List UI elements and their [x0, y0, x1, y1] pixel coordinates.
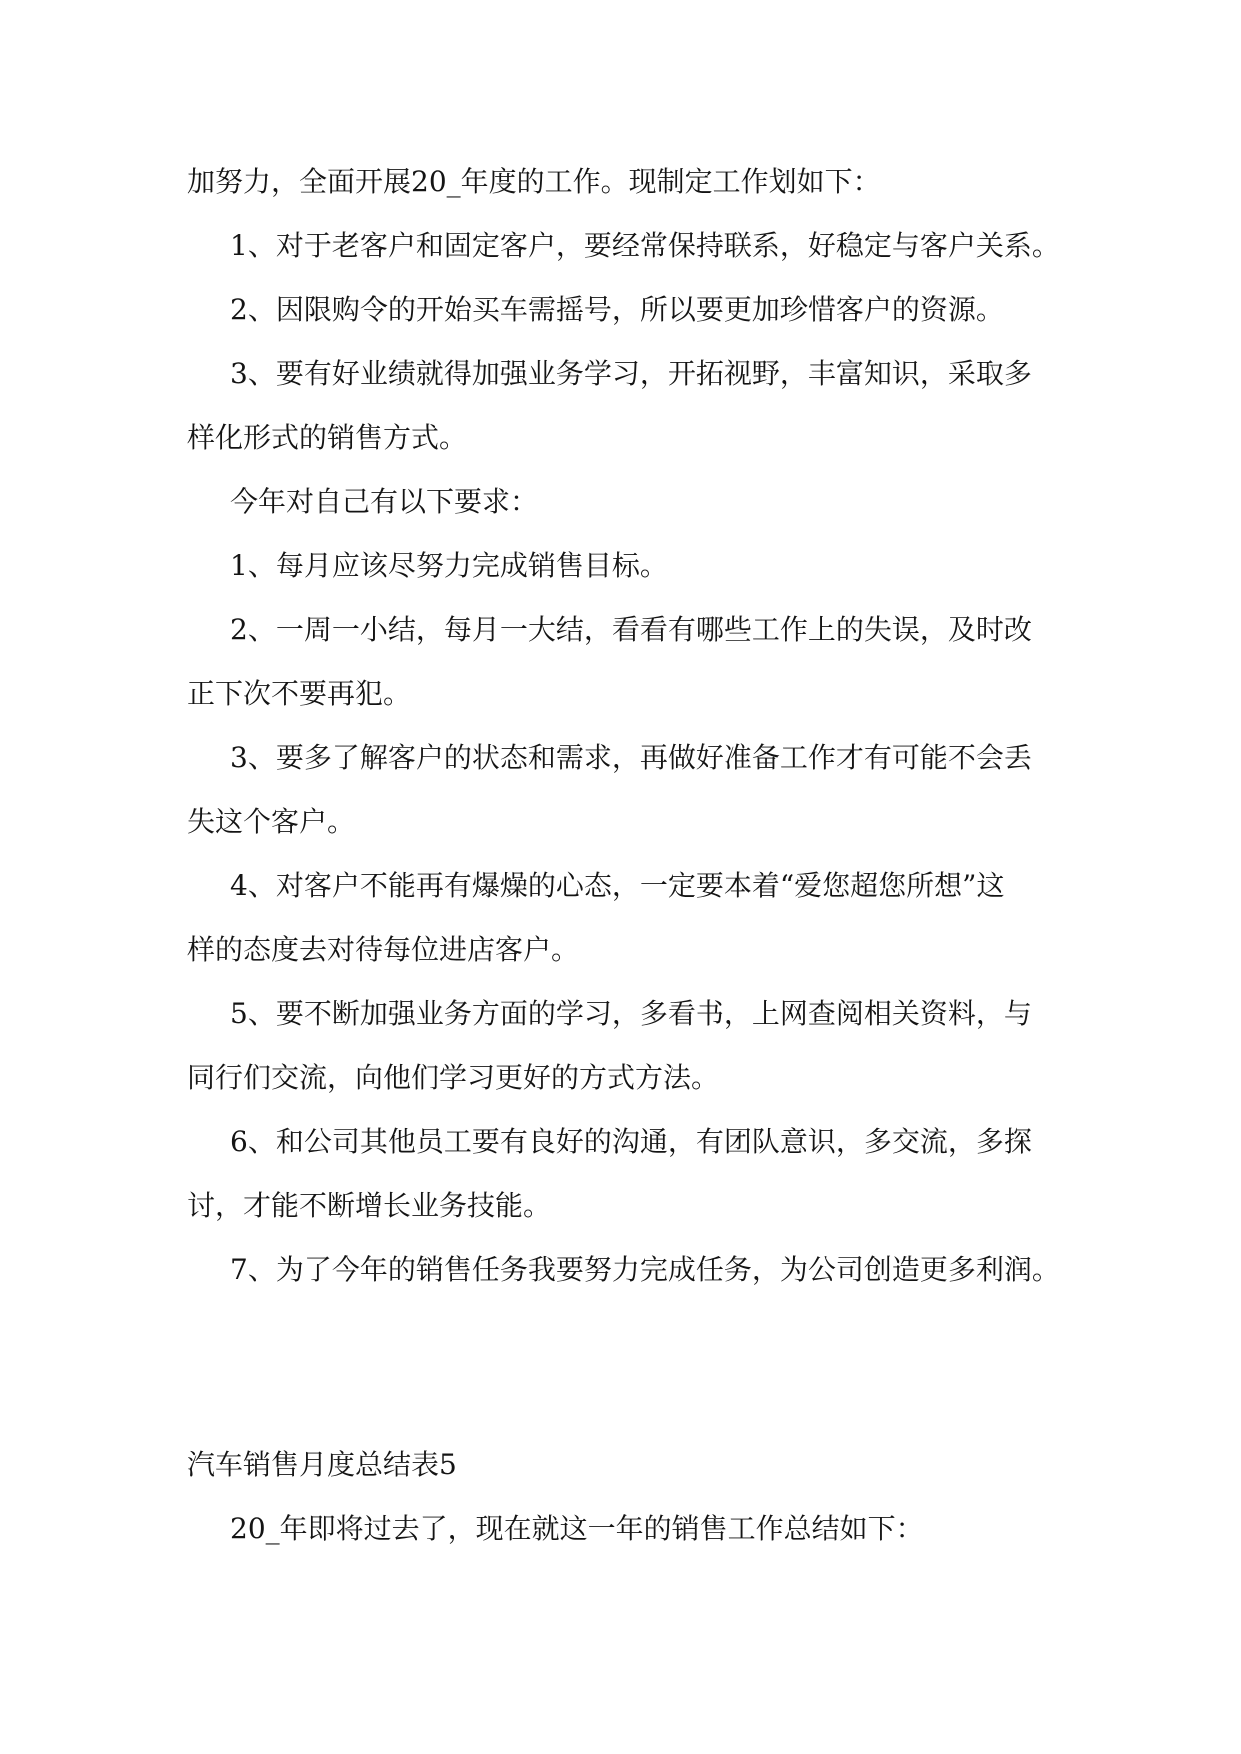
plan-item-1: 1、对于老客户和固定客户，要经常保持联系，好稳定与客户关系。 [230, 229, 1060, 262]
requirement-item-1: 1、每月应该尽努力完成销售目标。 [230, 549, 668, 582]
requirement-item-4: 4、对客户不能再有爆燥的心态，一定要本着“爱您超您所想”这 [230, 869, 1005, 902]
requirements-intro: 今年对自己有以下要求： [230, 485, 539, 518]
plan-item-3-continued: 样化形式的销售方式。 [187, 421, 468, 454]
requirement-item-2: 2、一周一小结，每月一大结，看看有哪些工作上的失误，及时改 [230, 613, 1032, 646]
requirement-item-4-continued: 样的态度去对待每位进店客户。 [187, 933, 580, 966]
requirement-item-2-continued: 正下次不要再犯。 [187, 677, 412, 710]
requirement-item-5: 5、要不断加强业务方面的学习，多看书，上网查阅相关资料，与 [230, 997, 1032, 1030]
section-intro: 20_年即将过去了，现在就这一年的销售工作总结如下： [230, 1512, 924, 1545]
requirement-item-3: 3、要多了解客户的状态和需求，再做好准备工作才有可能不会丢 [230, 741, 1032, 774]
requirement-item-3-continued: 失这个客户。 [187, 805, 356, 838]
paragraph-line-1: 加努力，全面开展20_年度的工作。现制定工作划如下： [187, 165, 881, 198]
section-title: 汽车销售月度总结表5 [187, 1448, 457, 1481]
requirement-item-6: 6、和公司其他员工要有良好的沟通，有团队意识，多交流，多探 [230, 1125, 1032, 1158]
requirement-item-5-continued: 同行们交流，向他们学习更好的方式方法。 [187, 1061, 720, 1094]
requirement-item-7: 7、为了今年的销售任务我要努力完成任务，为公司创造更多利润。 [230, 1253, 1060, 1286]
plan-item-2: 2、因限购令的开始买车需摇号，所以要更加珍惜客户的资源。 [230, 293, 1004, 326]
requirement-item-6-continued: 讨，才能不断增长业务技能。 [187, 1189, 552, 1222]
plan-item-3: 3、要有好业绩就得加强业务学习，开拓视野，丰富知识，采取多 [230, 357, 1032, 390]
